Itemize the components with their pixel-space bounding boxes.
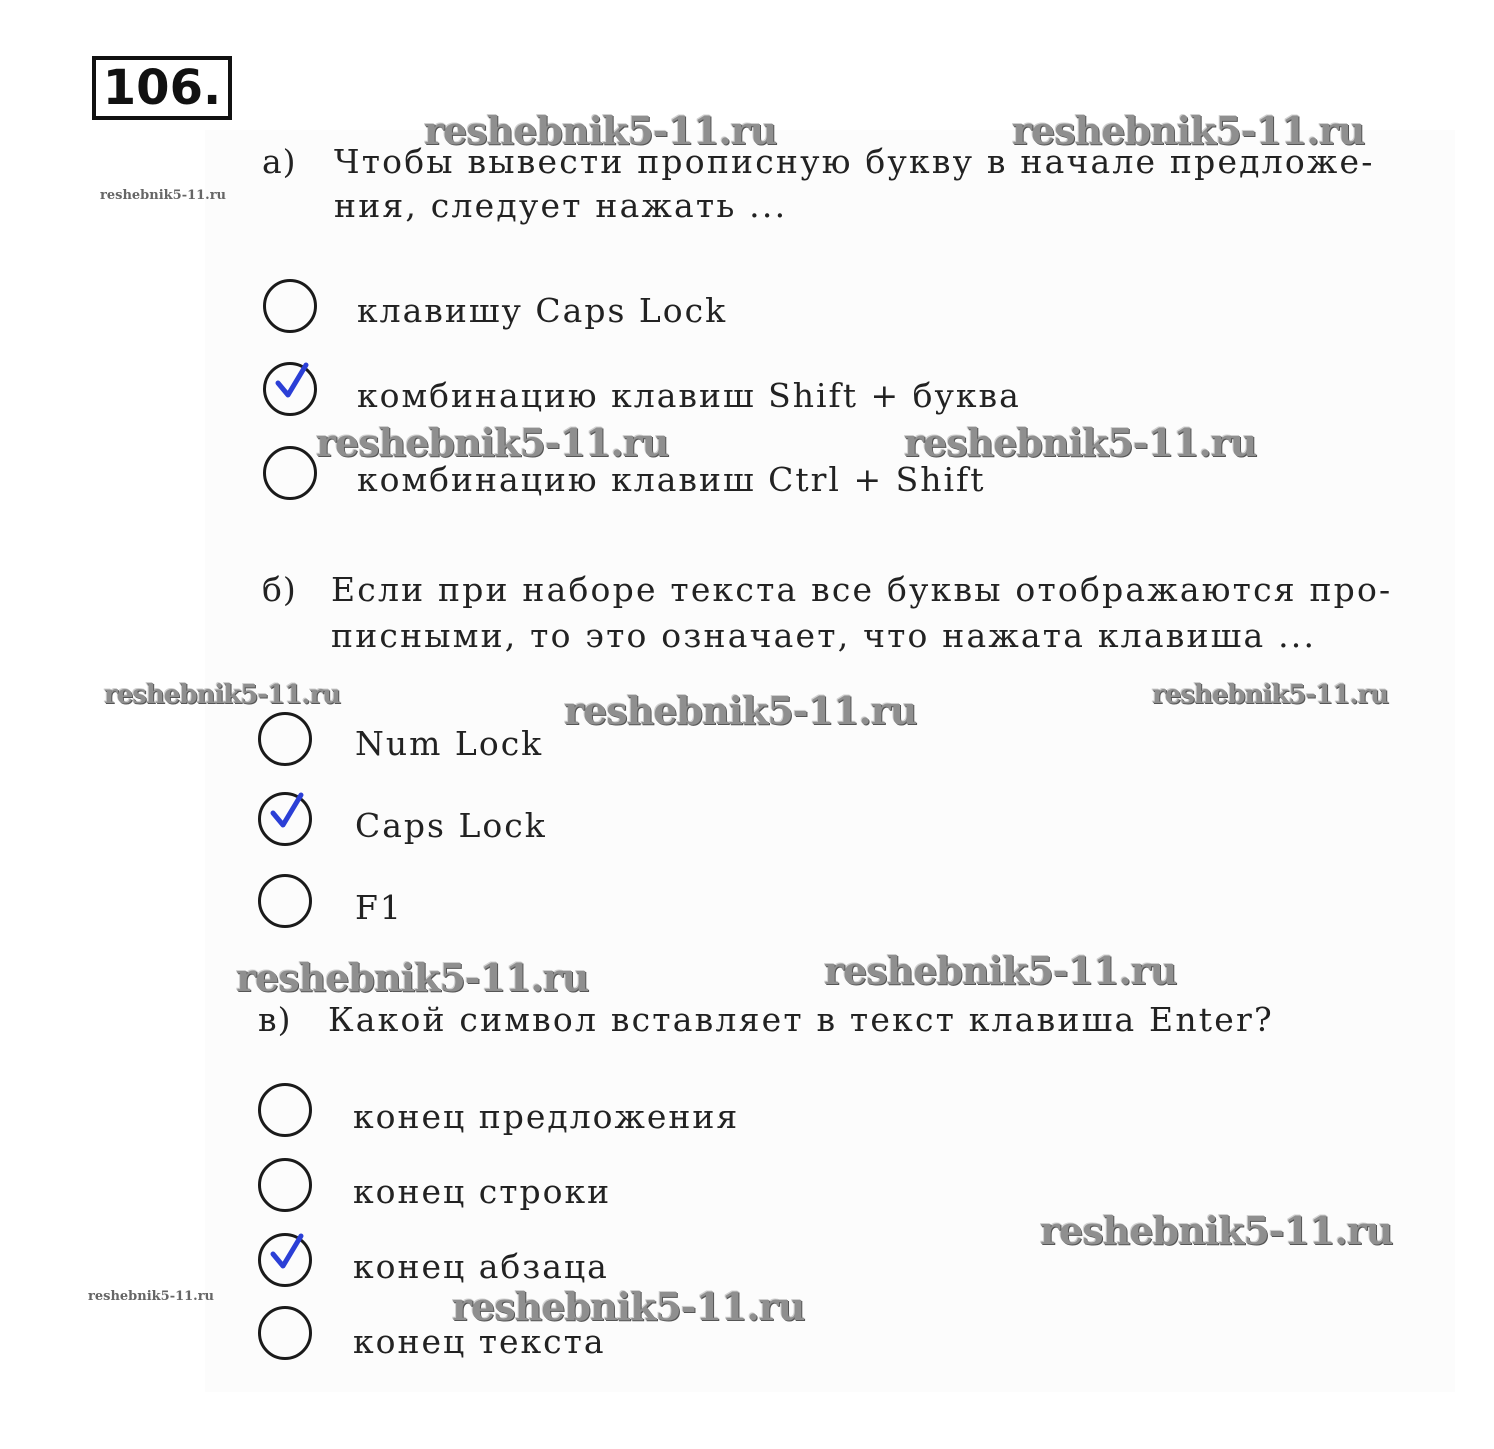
- question-a-option-2[interactable]: [0, 362, 1494, 422]
- watermark: reshebnik5-11.ru: [316, 420, 669, 465]
- question-b-option-3[interactable]: [0, 874, 1494, 934]
- question-b-line-2: писными, то это означает, что нажата клавиша ...: [331, 616, 1317, 655]
- watermark: reshebnik5-11.ru: [452, 1284, 805, 1329]
- check-icon: [267, 791, 307, 835]
- option-label: комбинацию клавиш Shift + буква: [357, 376, 1021, 415]
- option-label: конец абзаца: [353, 1247, 609, 1286]
- option-label: конец текста: [353, 1322, 606, 1361]
- option-label: конец строки: [353, 1172, 612, 1211]
- option-label: Num Lock: [355, 724, 544, 763]
- option-label: комбинацию клавиш Ctrl + Shift: [357, 460, 986, 499]
- radio-button[interactable]: [258, 1158, 312, 1212]
- watermark: reshebnik5-11.ru: [1040, 1208, 1393, 1253]
- radio-button-checked[interactable]: [263, 362, 317, 416]
- watermark: reshebnik5-11.ru: [236, 955, 589, 1000]
- option-label: Caps Lock: [355, 806, 547, 845]
- radio-button[interactable]: [258, 1306, 312, 1360]
- watermark: reshebnik5-11.ru: [424, 108, 777, 153]
- watermark: reshebnik5-11.ru: [904, 420, 1257, 465]
- question-a-option-1[interactable]: [0, 279, 1494, 339]
- question-a-line-2: ния, следует нажать ...: [334, 186, 788, 225]
- radio-button[interactable]: [263, 279, 317, 333]
- option-label: F1: [355, 888, 403, 927]
- option-label: конец предложения: [353, 1097, 740, 1136]
- question-b-letter: б): [262, 570, 297, 609]
- watermark: reshebnik5-11.ru: [564, 688, 917, 733]
- radio-button[interactable]: [258, 712, 312, 766]
- watermark: reshebnik5-11.ru: [104, 680, 341, 710]
- task-number: 106.: [92, 56, 232, 120]
- question-a-line-1: Чтобы вывести прописную букву в начале предложе-: [334, 142, 1375, 181]
- watermark: reshebnik5-11.ru: [1152, 680, 1389, 710]
- radio-button[interactable]: [258, 1083, 312, 1137]
- option-label: клавишу Caps Lock: [357, 291, 728, 330]
- question-b-option-2[interactable]: [0, 792, 1494, 852]
- watermark: reshebnik5-11.ru: [824, 948, 1177, 993]
- watermark: reshebnik5-11.ru: [100, 188, 227, 203]
- radio-button-checked[interactable]: [258, 792, 312, 846]
- check-icon: [267, 1232, 307, 1276]
- question-b-line-1: Если при наборе текста все буквы отображаются про-: [331, 570, 1393, 609]
- question-a-option-3[interactable]: [0, 446, 1494, 506]
- question-c-letter: в): [258, 1000, 292, 1039]
- check-icon: [272, 361, 312, 405]
- watermark: reshebnik5-11.ru: [1012, 108, 1365, 153]
- watermark: reshebnik5-11.ru: [88, 1289, 215, 1304]
- radio-button[interactable]: [263, 446, 317, 500]
- question-c-line-1: Какой символ вставляет в текст клавиша Enter?: [328, 1000, 1274, 1039]
- question-c-option-1[interactable]: [0, 1083, 1494, 1143]
- radio-button[interactable]: [258, 874, 312, 928]
- question-a-letter: а): [262, 142, 297, 181]
- radio-button-checked[interactable]: [258, 1233, 312, 1287]
